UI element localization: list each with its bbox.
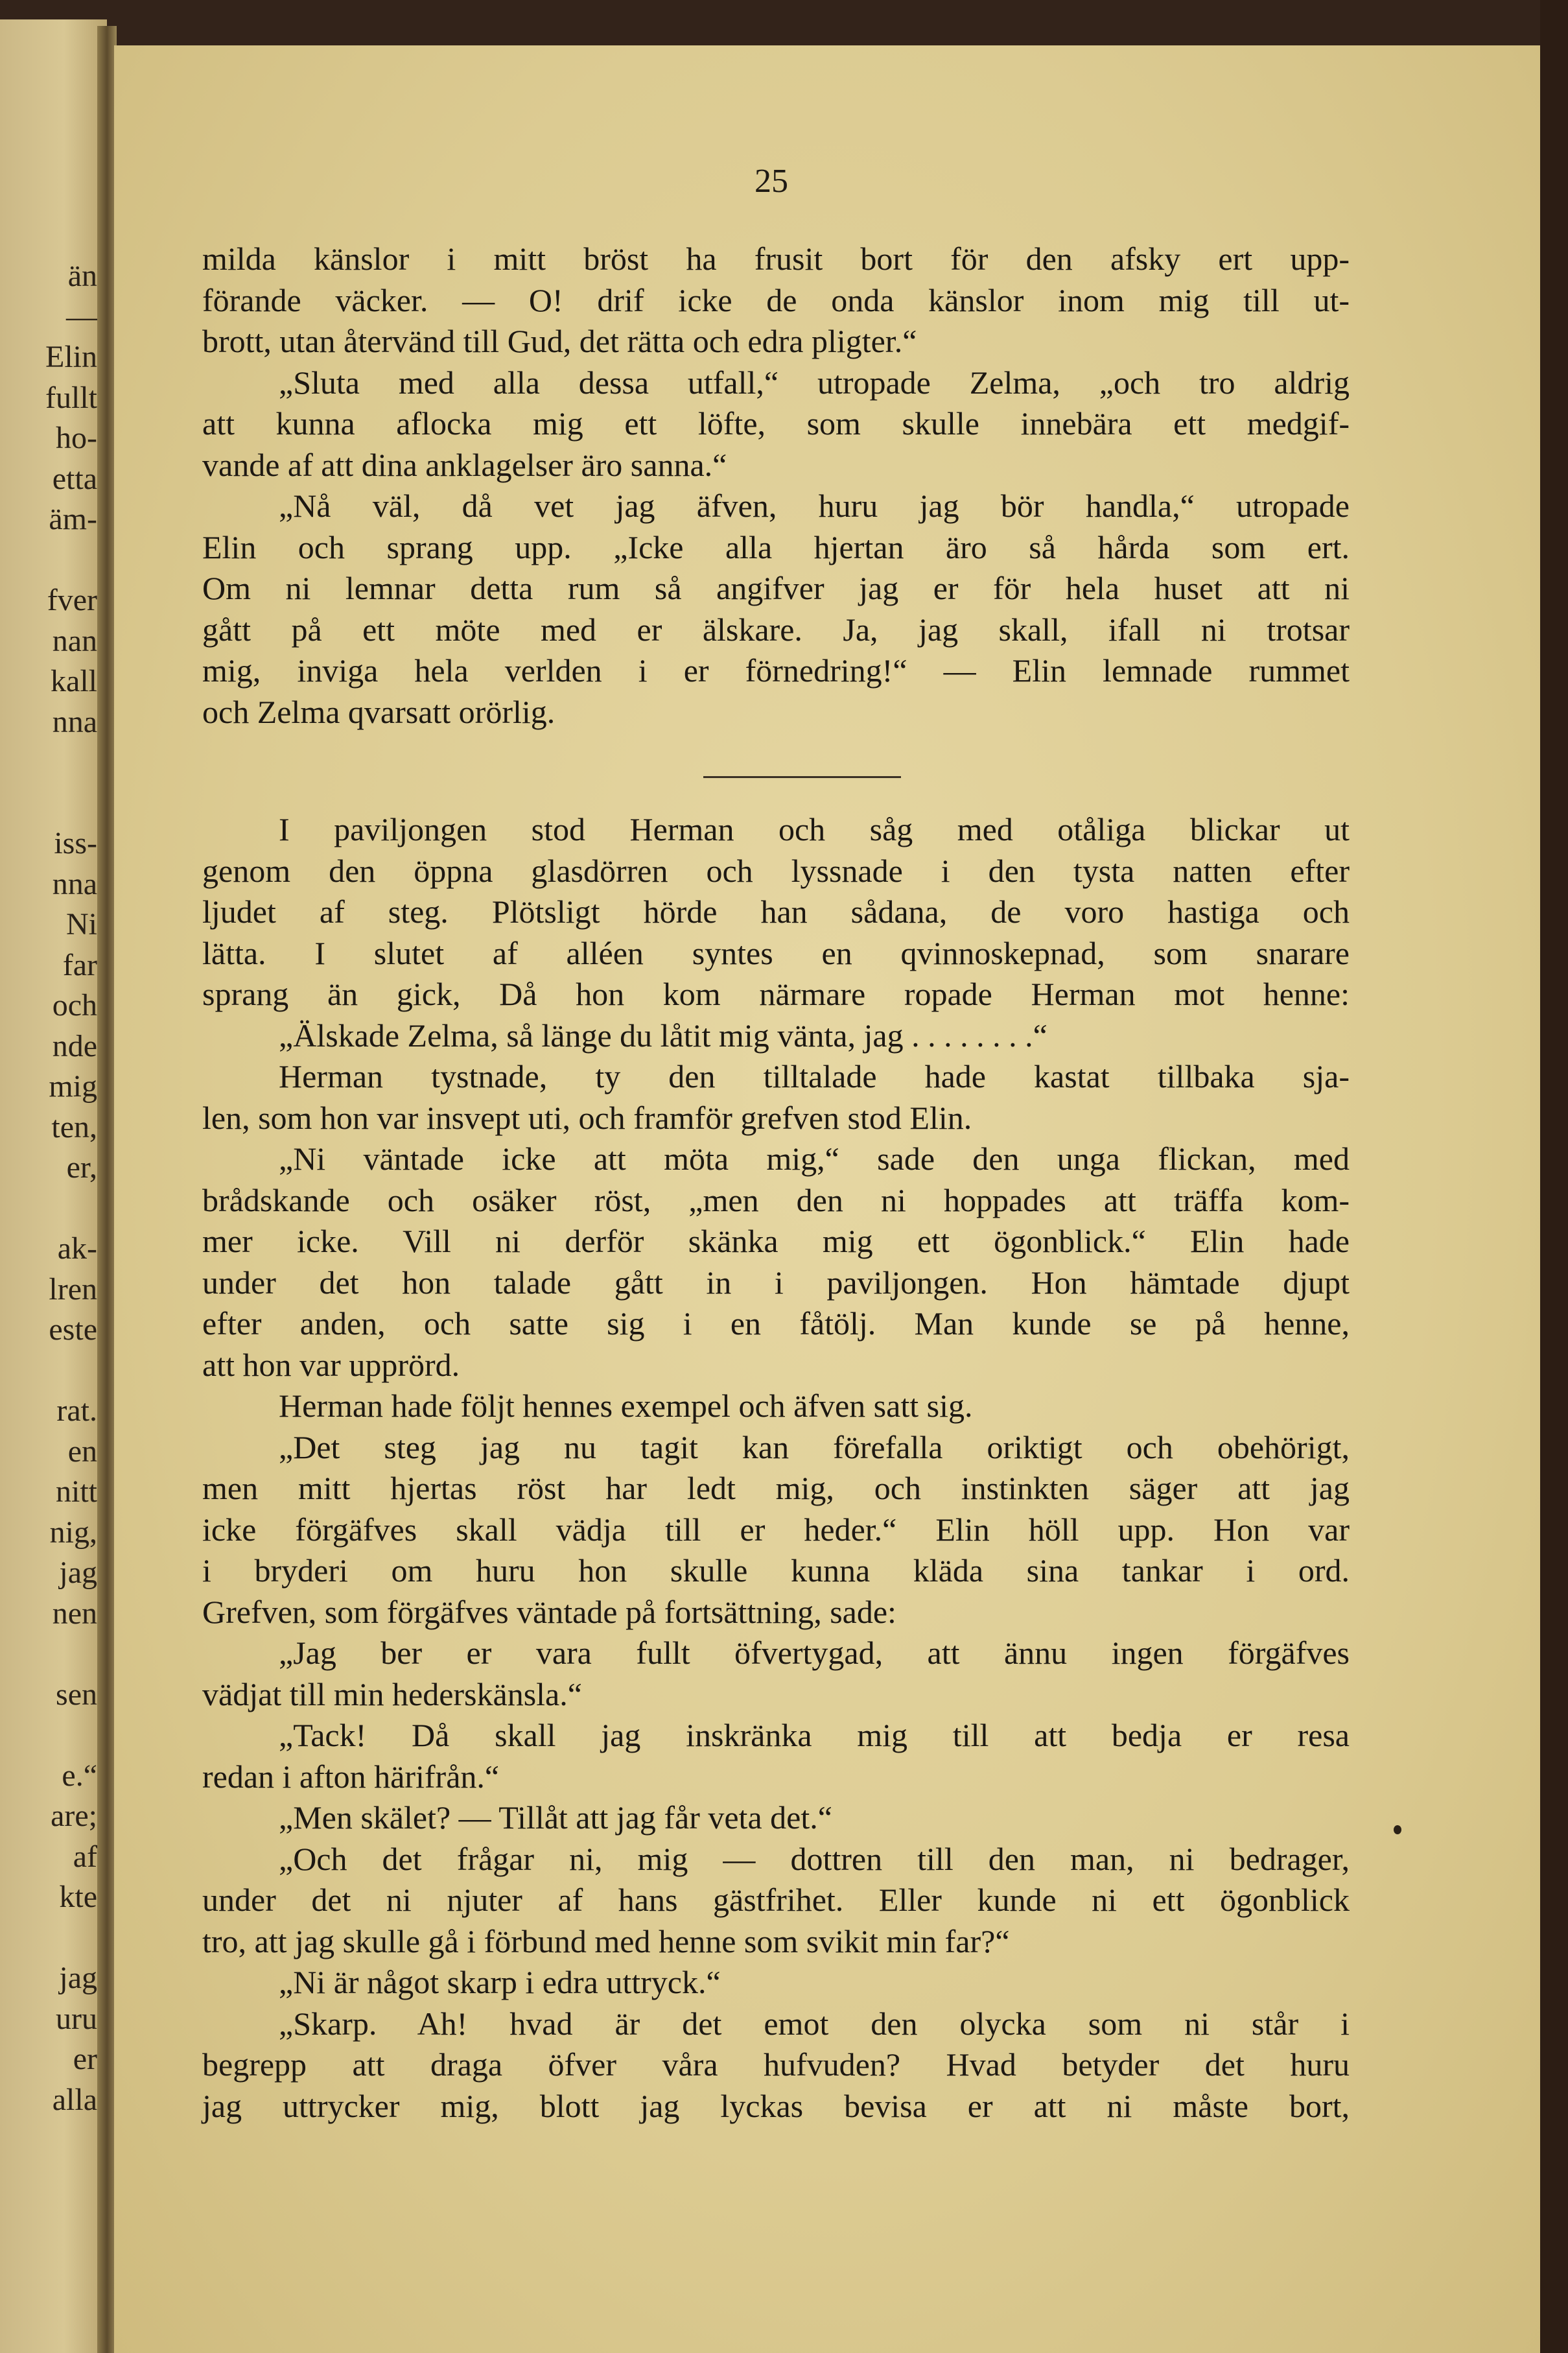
- previous-page-fragment: ho-: [56, 421, 97, 455]
- previous-page-fragment: [0, 540, 97, 581]
- text-line: i bryderi om huru hon skulle kunna kläda sina tankar i ord.: [202, 1552, 1350, 1589]
- text-line: genom den öppna glasdörren och lyssnade i den tysta natten efter: [202, 852, 1350, 889]
- text-line: „Älskade Zelma, så länge du låtit mig vänta, jag . . . . . . . .“: [279, 1017, 1047, 1054]
- text-line: „Skarp. Ah! hvad är det emot den olycka som ni står i: [279, 2005, 1350, 2042]
- ink-spot: [1394, 1825, 1401, 1834]
- previous-page-fragment: fver: [47, 583, 97, 617]
- previous-page-fragment: ten,: [51, 1109, 97, 1144]
- text-line: vädjat till min hederskänsla.“: [202, 1675, 582, 1712]
- previous-page-fragment: en: [67, 1434, 97, 1469]
- text-line: att hon var upprörd.: [202, 1346, 460, 1383]
- previous-page-fragment: kall: [51, 664, 97, 698]
- previous-page-fragment: alla: [52, 2082, 97, 2117]
- previous-page-fragment: fullt: [45, 380, 97, 415]
- text-line: ljudet af steg. Plötsligt hörde han sådana, de voro hastiga och: [202, 893, 1350, 930]
- previous-page-fragment: e.“: [62, 1758, 97, 1793]
- previous-page-fragment: nitt: [55, 1474, 97, 1509]
- previous-page-fragment: [0, 1918, 97, 1959]
- text-line: begrepp att draga öfver våra hufvuden? Hvad betyder det huru: [202, 2046, 1350, 2083]
- text-line: „Sluta med alla dessa utfall,“ utropade Zelma, „och tro aldrig: [279, 364, 1350, 401]
- text-line: brott, utan återvänd till Gud, det rätta och edra pligter.“: [202, 323, 917, 359]
- previous-page-fragment: sen: [56, 1677, 97, 1712]
- text-line: mer icke. Vill ni derför skänka mig ett ögonblick.“ Elin hade: [202, 1223, 1350, 1259]
- previous-page-fragment: ak-: [57, 1231, 97, 1266]
- previous-page-sliver: [0, 19, 107, 2353]
- previous-page-fragment: er: [73, 2042, 97, 2076]
- previous-page-fragment: [0, 742, 97, 783]
- text-line: tro, att jag skulle gå i förbund med henne som svikit min far?“: [202, 1922, 1010, 1959]
- previous-page-fragment: nan: [52, 623, 97, 658]
- previous-page-fragment: —: [66, 299, 97, 334]
- text-line: icke förgäfves skall vädja till er heder.“ Elin höll upp. Hon var: [202, 1511, 1350, 1548]
- previous-page-fragment: Elin: [45, 340, 97, 374]
- section-divider-rule: [703, 776, 901, 778]
- previous-page-fragment: jag: [59, 1961, 97, 1995]
- text-line: brådskande och osäker röst, „men den ni hoppades att träffa kom-: [202, 1181, 1350, 1218]
- text-line: I paviljongen stod Herman och såg med otåliga blickar ut: [279, 811, 1350, 847]
- previous-page-fragment: och: [52, 988, 97, 1023]
- previous-page-fragment: [0, 1634, 97, 1675]
- previous-page-fragment: [0, 1351, 97, 1391]
- text-line: lätta. I slutet af alléen syntes en qvinnoskepnad, som snarare: [202, 934, 1350, 971]
- previous-page-fragment: rat.: [56, 1393, 97, 1428]
- book-cover-right-edge: [1540, 0, 1568, 2353]
- text-line: Elin och sprang upp. „Icke alla hjertan äro så hårda som ert.: [202, 528, 1350, 565]
- previous-page-fragment: kte: [59, 1880, 97, 1914]
- text-line: „Och det frågar ni, mig — dottren till den man, ni bedrager,: [279, 1840, 1350, 1877]
- text-line: vande af att dina anklagelser äro sanna.“: [202, 446, 727, 483]
- previous-page-fragment: lren: [49, 1271, 97, 1307]
- previous-page-fragment: [0, 1188, 97, 1229]
- text-line: „Ni är något skarp i edra uttryck.“: [279, 1964, 721, 2000]
- text-line: „Ni väntade icke att möta mig,“ sade den unga flickan, med: [279, 1141, 1350, 1177]
- text-line: och Zelma qvarsatt orörlig.: [202, 693, 556, 730]
- previous-page-fragment: far: [62, 947, 97, 982]
- previous-page-fragment: iss-: [54, 826, 97, 860]
- previous-page-fragment: etta: [52, 461, 97, 496]
- text-line: att kunna aflocka mig ett löfte, som skulle innebära ett medgif-: [202, 405, 1350, 442]
- text-line: gått på ett möte med er älskare. Ja, jag skall, ifall ni trotsar: [202, 611, 1350, 648]
- text-line: mig, inviga hela verlden i er förnedring!“ — Elin lemnade rummet: [202, 652, 1350, 689]
- previous-page-fragment: er,: [66, 1150, 97, 1185]
- book-cover-top-edge: [0, 0, 1568, 45]
- previous-page-fragment: [0, 783, 97, 824]
- text-line: Herman hade följt hennes exempel och äfven satt sig.: [279, 1388, 973, 1424]
- previous-page-fragment: nna: [52, 704, 97, 739]
- previous-page-fragment: uru: [56, 2001, 97, 2036]
- text-line: efter anden, och satte sig i en fåtölj. Man kunde se på henne,: [202, 1305, 1350, 1342]
- text-line: Grefven, som förgäfves väntade på fortsättning, sade:: [202, 1593, 896, 1630]
- text-line: „Jag ber er vara fullt öfvertygad, att ännu ingen förgäfves: [279, 1635, 1350, 1671]
- text-line: men mitt hjertas röst har ledt mig, och instinkten säger att jag: [202, 1470, 1350, 1506]
- text-line: len, som hon var insvept uti, och framför grefven stod Elin.: [202, 1099, 972, 1136]
- text-line: Herman tystnade, ty den tilltalade hade kastat tillbaka sja-: [279, 1058, 1350, 1094]
- text-section-2: [202, 809, 1350, 2127]
- previous-page-text-fragments: [0, 256, 97, 2120]
- previous-page-fragment: jag: [59, 1555, 97, 1590]
- previous-page-fragment: äm-: [49, 502, 97, 536]
- previous-page-fragment: än: [67, 259, 97, 293]
- previous-page-fragment: nde: [52, 1028, 97, 1063]
- text-line: „Men skälet? — Tillåt att jag får veta det.“: [279, 1799, 832, 1836]
- previous-page-fragment: [0, 1715, 97, 1756]
- text-line: „Nå väl, då vet jag äfven, huru jag bör handla,“ utropade: [279, 488, 1350, 524]
- text-line: jag uttrycker mig, blott jag lyckas bevisa er att ni måste bort,: [202, 2087, 1350, 2124]
- page-number: 25: [755, 163, 788, 200]
- text-line: „Tack! Då skall jag inskränka mig till att bedja er resa: [279, 1717, 1350, 1753]
- text-line: „Det steg jag nu tagit kan förefalla oriktigt och obehörigt,: [279, 1428, 1350, 1465]
- text-line: redan i afton härifrån.“: [202, 1758, 500, 1795]
- previous-page-fragment: nna: [52, 866, 97, 901]
- text-line: Om ni lemnar detta rum så angifver jag er för hela huset att ni: [202, 570, 1350, 606]
- text-line: under det ni njuter af hans gästfrihet. Eller kunde ni ett ögonblick: [202, 1882, 1350, 1918]
- previous-page-fragment: este: [49, 1312, 97, 1347]
- previous-page-fragment: mig: [49, 1069, 97, 1104]
- text-line: milda känslor i mitt bröst ha frusit bort för den afsky ert upp-: [202, 241, 1350, 277]
- text-section-1: [202, 239, 1350, 733]
- previous-page-fragment: are;: [51, 1799, 97, 1833]
- text-line: sprang än gick, Då hon kom närmare ropade Herman mot henne:: [202, 976, 1350, 1012]
- text-line: under det hon talade gått in i paviljongen. Hon hämtade djupt: [202, 1264, 1350, 1301]
- previous-page-fragment: nen: [52, 1596, 97, 1631]
- previous-page-fragment: nig,: [49, 1515, 97, 1550]
- text-line: förande väcker. — O! drif icke de onda känslor inom mig till ut-: [202, 281, 1350, 318]
- previous-page-fragment: Ni: [66, 907, 97, 941]
- previous-page-fragment: af: [73, 1839, 97, 1874]
